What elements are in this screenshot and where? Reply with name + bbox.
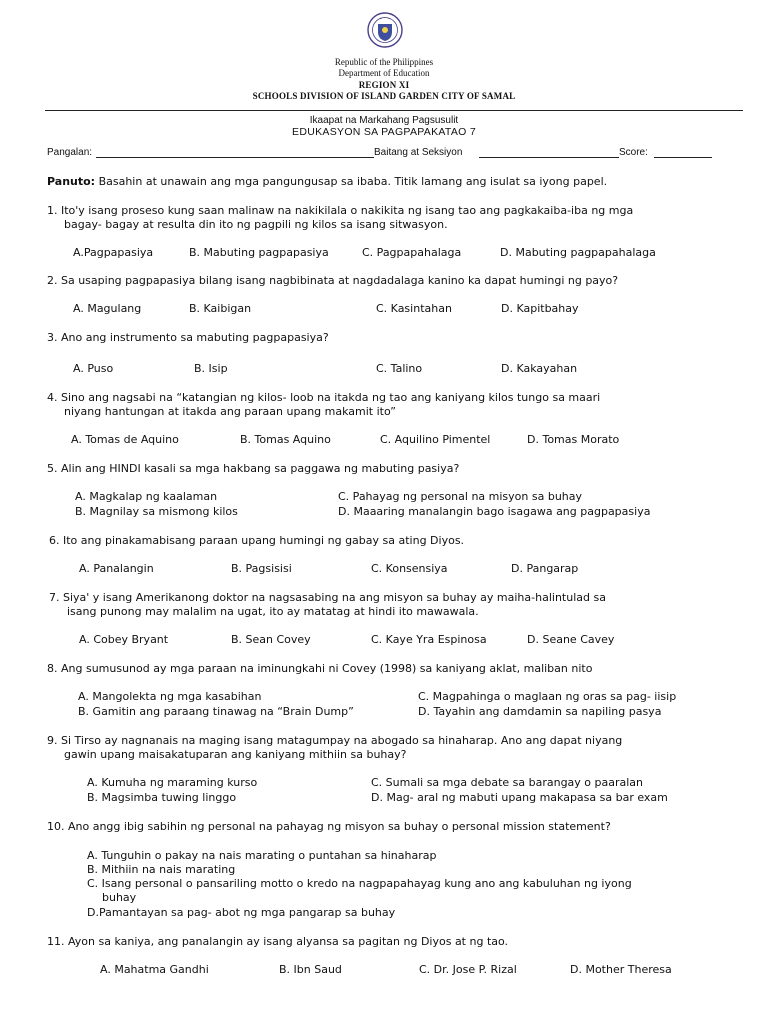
header-division: SCHOOLS DIVISION OF ISLAND GARDEN CITY OF SAMAL bbox=[252, 91, 516, 101]
question-2: 2. Sa usaping pagpapasiya bilang isang nagbibinata at nagdadalaga kanino ka dapat humingi ng payo? bbox=[47, 274, 619, 287]
q4-option-b[interactable]: B. Tomas Aquino bbox=[240, 433, 331, 446]
question-11: 11. Ayon sa kaniya, ang panalangin ay isang alyansa sa pagitan ng Diyos at ng tao. bbox=[47, 935, 509, 948]
q9-option-a[interactable]: A. Kumuha ng maraming kurso bbox=[87, 776, 258, 789]
grade-field[interactable] bbox=[479, 157, 619, 158]
subject-title: EDUKASYON SA PAGPAPAKATAO 7 bbox=[292, 126, 476, 138]
q7-option-c[interactable]: C. Kaye Yra Espinosa bbox=[371, 633, 487, 646]
exam-title: Ikaapat na Markahang Pagsusulit bbox=[309, 115, 459, 126]
question-4: 4. Sino ang nagsabi na “katangian ng kilos- loob na itakda ng tao ang kaniyang kilos tungo sa maari bbox=[47, 391, 601, 404]
q5-option-c[interactable]: C. Pahayag ng personal na misyon sa buhay bbox=[338, 490, 583, 503]
q3-option-a[interactable]: A. Puso bbox=[73, 362, 114, 375]
question-6: 6. Ito ang pinakamabisang paraan upang humingi ng gabay sa ating Diyos. bbox=[49, 534, 465, 547]
header-divider bbox=[45, 110, 743, 111]
header-region: REGION XI bbox=[358, 80, 410, 90]
q9-option-d[interactable]: D. Mag- aral ng mabuti upang makapasa sa bar exam bbox=[371, 791, 668, 804]
q11-option-a[interactable]: A. Mahatma Gandhi bbox=[100, 963, 209, 976]
name-field[interactable] bbox=[96, 157, 374, 158]
q4-option-c[interactable]: C. Aquilino Pimentel bbox=[380, 433, 491, 446]
q3-option-d[interactable]: D. Kakayahan bbox=[501, 362, 578, 375]
q8-option-b[interactable]: B. Gamitin ang paraang tinawag na “Brain Dump” bbox=[78, 705, 354, 718]
q6-option-a[interactable]: A. Panalangin bbox=[79, 562, 154, 575]
name-label: Pangalan: bbox=[47, 147, 93, 158]
q1-option-a[interactable]: A.Pagpapasiya bbox=[73, 246, 154, 259]
question-3: 3. Ano ang instrumento sa mabuting pagpapasiya? bbox=[47, 331, 329, 344]
q9-option-b[interactable]: B. Magsimba tuwing linggo bbox=[87, 791, 237, 804]
q1-option-c[interactable]: C. Pagpapahalaga bbox=[362, 246, 462, 259]
q7-option-b[interactable]: B. Sean Covey bbox=[231, 633, 311, 646]
q8-option-c[interactable]: C. Magpahinga o maglaan ng oras sa pag- iisip bbox=[418, 690, 677, 703]
q6-option-b[interactable]: B. Pagsisisi bbox=[231, 562, 292, 575]
q4-option-d[interactable]: D. Tomas Morato bbox=[527, 433, 620, 446]
q7-option-d[interactable]: D. Seane Cavey bbox=[527, 633, 615, 646]
q3-option-c[interactable]: C. Talino bbox=[376, 362, 423, 375]
directions-label: Panuto: bbox=[47, 175, 96, 188]
q2-option-b[interactable]: B. Kaibigan bbox=[189, 302, 252, 315]
q4-option-a[interactable]: A. Tomas de Aquino bbox=[71, 433, 179, 446]
question-10: 10. Ano angg ibig sabihin ng personal na pahayag ng misyon sa buhay o personal mission statement? bbox=[47, 820, 611, 833]
q10-option-c-cont: buhay bbox=[102, 891, 137, 904]
q9-option-c[interactable]: C. Sumali sa mga debate sa barangay o paaralan bbox=[371, 776, 644, 789]
directions bbox=[47, 175, 607, 189]
header-department: Department of Education bbox=[338, 68, 430, 78]
q2-option-c[interactable]: C. Kasintahan bbox=[376, 302, 452, 315]
question-9: 9. Si Tirso ay nagnanais na maging isang matagumpay na abogado sa hinaharap. Ano ang dapat niyang bbox=[47, 734, 623, 747]
q1-option-d[interactable]: D. Mabuting pagpapahalaga bbox=[500, 246, 656, 259]
q10-option-d[interactable]: D.Pamantayan sa pag- abot ng mga pangarap sa buhay bbox=[87, 906, 396, 919]
q10-option-c[interactable]: C. Isang personal o pansariling motto o kredo na nagpapahayag kung ano ang kabuluhan ng iyong bbox=[87, 877, 632, 890]
q2-option-d[interactable]: D. Kapitbahay bbox=[501, 302, 579, 315]
q2-option-a[interactable]: A. Magulang bbox=[73, 302, 142, 315]
q5-option-a[interactable]: A. Magkalap ng kaalaman bbox=[75, 490, 218, 503]
q7-option-a[interactable]: A. Cobey Bryant bbox=[79, 633, 169, 646]
q8-option-a[interactable]: A. Mangolekta ng mga kasabihan bbox=[78, 690, 262, 703]
q11-option-c[interactable]: C. Dr. Jose P. Rizal bbox=[419, 963, 517, 976]
grade-label: Baitang at Seksiyon bbox=[374, 147, 463, 158]
q10-option-b[interactable]: B. Mithiin na nais marating bbox=[87, 863, 236, 876]
q1-option-b[interactable]: B. Mabuting pagpapasiya bbox=[189, 246, 329, 259]
question-8: 8. Ang sumusunod ay mga paraan na iminungkahi ni Covey (1998) sa kaniyang aklat, maliban nito bbox=[47, 662, 593, 675]
question-1: 1. Ito'y isang proseso kung saan malinaw na nakikilala o nakikita ng isang tao ang pagkakaiba-iba ng mga bbox=[47, 204, 634, 217]
question-4-cont: niyang hantungan at itakda ang paraan upang makamit ito” bbox=[64, 405, 397, 418]
question-7: 7. Siya' y isang Amerikanong doktor na nagsasabing na ang misyon sa buhay ay maiha-halintulad sa bbox=[49, 591, 606, 604]
student-info-line bbox=[47, 146, 727, 160]
q11-option-d[interactable]: D. Mother Theresa bbox=[570, 963, 672, 976]
question-1-cont: bagay- bagay at resulta din ito ng pagpili ng kilos sa isang sitwasyon. bbox=[64, 218, 448, 231]
q6-option-c[interactable]: C. Konsensiya bbox=[371, 562, 448, 575]
question-5: 5. Alin ang HINDI kasali sa mga hakbang sa paggawa ng mabuting pasiya? bbox=[47, 462, 460, 475]
q10-option-a[interactable]: A. Tunguhin o pakay na nais marating o puntahan sa hinaharap bbox=[87, 849, 437, 862]
question-9-cont: gawin upang maisakatuparan ang kaniyang mithiin sa buhay? bbox=[64, 748, 407, 761]
q3-option-b[interactable]: B. Isip bbox=[194, 362, 228, 375]
question-7-cont: isang punong may malalim na ugat, ito ay matatag at hindi ito mawawala. bbox=[67, 605, 479, 618]
deped-seal-icon bbox=[367, 12, 403, 48]
directions-text: Basahin at unawain ang mga pangungusap sa ibaba. Titik lamang ang isulat sa iyong papel. bbox=[95, 175, 608, 188]
score-label: Score: bbox=[619, 147, 648, 158]
q8-option-d[interactable]: D. Tayahin ang damdamin sa napiling pasya bbox=[418, 705, 662, 718]
score-field[interactable] bbox=[654, 157, 712, 158]
q5-option-b[interactable]: B. Magnilay sa mismong kilos bbox=[75, 505, 238, 518]
q11-option-b[interactable]: B. Ibn Saud bbox=[279, 963, 342, 976]
q5-option-d[interactable]: D. Maaaring manalangin bago isagawa ang pagpapasiya bbox=[338, 505, 651, 518]
q6-option-d[interactable]: D. Pangarap bbox=[511, 562, 579, 575]
header-republic: Republic of the Philippines bbox=[334, 57, 434, 67]
